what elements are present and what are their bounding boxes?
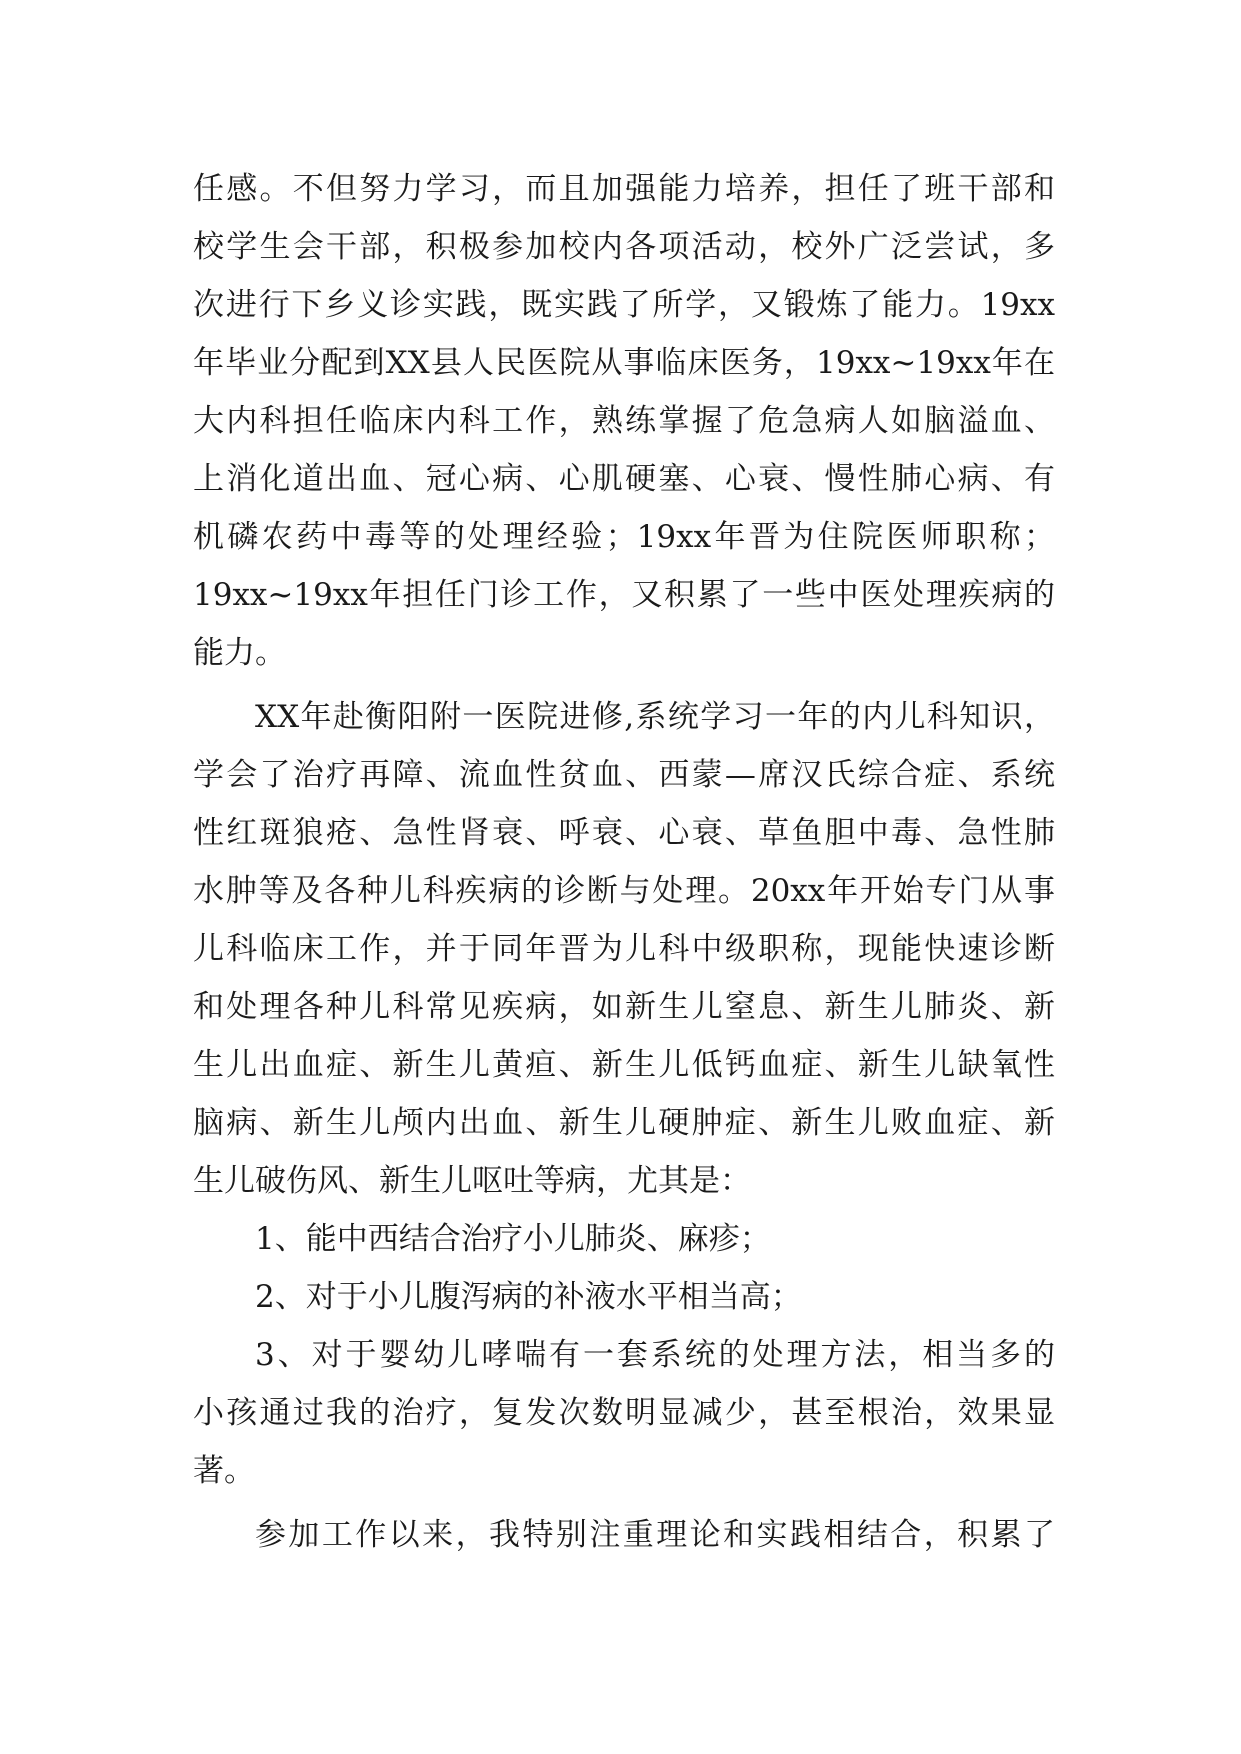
paragraph-6-line-1: 参加工作以来，我特别注重理论和实践相结合，积累了 bbox=[255, 1517, 1055, 1553]
paragraph-2-line-2: 学会了治疗再障、流血性贫血、西蒙—席汉氏综合症、系统 bbox=[193, 757, 1055, 793]
paragraph-2-line-1: XX年赴衡阳附一医院进修,系统学习一年的内儿科知识， bbox=[255, 699, 1055, 735]
list-item-2: 2、对于小儿腹泻病的补液水平相当高； bbox=[255, 1279, 802, 1315]
paragraph-1-line-6: 上消化道出血、冠心病、心肌硬塞、心衰、慢性肺心病、有 bbox=[193, 461, 1055, 497]
paragraph-2-line-8: 脑病、新生儿颅内出血、新生儿硬肿症、新生儿败血症、新 bbox=[193, 1105, 1055, 1141]
paragraph-2-line-7: 生儿出血症、新生儿黄疸、新生儿低钙血症、新生儿缺氧性 bbox=[193, 1047, 1055, 1083]
paragraph-1-line-7: 机磷农药中毒等的处理经验；19xx年晋为住院医师职称； bbox=[193, 519, 1055, 555]
paragraph-1-line-3: 次进行下乡义诊实践，既实践了所学，又锻炼了能力。19xx bbox=[193, 287, 1055, 323]
document-body bbox=[193, 160, 1055, 1564]
paragraph-1-line-5: 大内科担任临床内科工作，熟练掌握了危急病人如脑溢血、 bbox=[193, 403, 1055, 439]
list-item-3-line-1: 3、对于婴幼儿哮喘有一套系统的处理方法，相当多的 bbox=[255, 1337, 1055, 1373]
paragraph-1-line-4: 年毕业分配到XX县人民医院从事临床医务，19xx~19xx年在 bbox=[193, 345, 1055, 381]
list-item-1: 1、能中西结合治疗小儿肺炎、麻疹； bbox=[255, 1221, 771, 1257]
paragraph-2-line-3: 性红斑狼疮、急性肾衰、呼衰、心衰、草鱼胆中毒、急性肺 bbox=[193, 815, 1055, 851]
paragraph-2-line-5: 儿科临床工作，并于同年晋为儿科中级职称，现能快速诊断 bbox=[193, 931, 1055, 967]
paragraph-1-line-2: 校学生会干部，积极参加校内各项活动，校外广泛尝试，多 bbox=[193, 229, 1055, 265]
list-item-3-line-2: 小孩通过我的治疗，复发次数明显减少，甚至根治，效果显 bbox=[193, 1395, 1055, 1431]
paragraph-1-line-8: 19xx~19xx年担任门诊工作，又积累了一些中医处理疾病的 bbox=[193, 577, 1055, 613]
paragraph-2-line-9: 生儿破伤风、新生儿呕吐等病，尤其是： bbox=[193, 1163, 751, 1199]
paragraph-1-line-9: 能力。 bbox=[193, 635, 286, 671]
paragraph-1-line-1: 任感。不但努力学习，而且加强能力培养，担任了班干部和 bbox=[193, 171, 1055, 207]
list-item-3-line-3: 著。 bbox=[193, 1453, 255, 1489]
paragraph-2-line-4: 水肿等及各种儿科疾病的诊断与处理。20xx年开始专门从事 bbox=[193, 873, 1055, 909]
paragraph-2-line-6: 和处理各种儿科常见疾病，如新生儿窒息、新生儿肺炎、新 bbox=[193, 989, 1055, 1025]
